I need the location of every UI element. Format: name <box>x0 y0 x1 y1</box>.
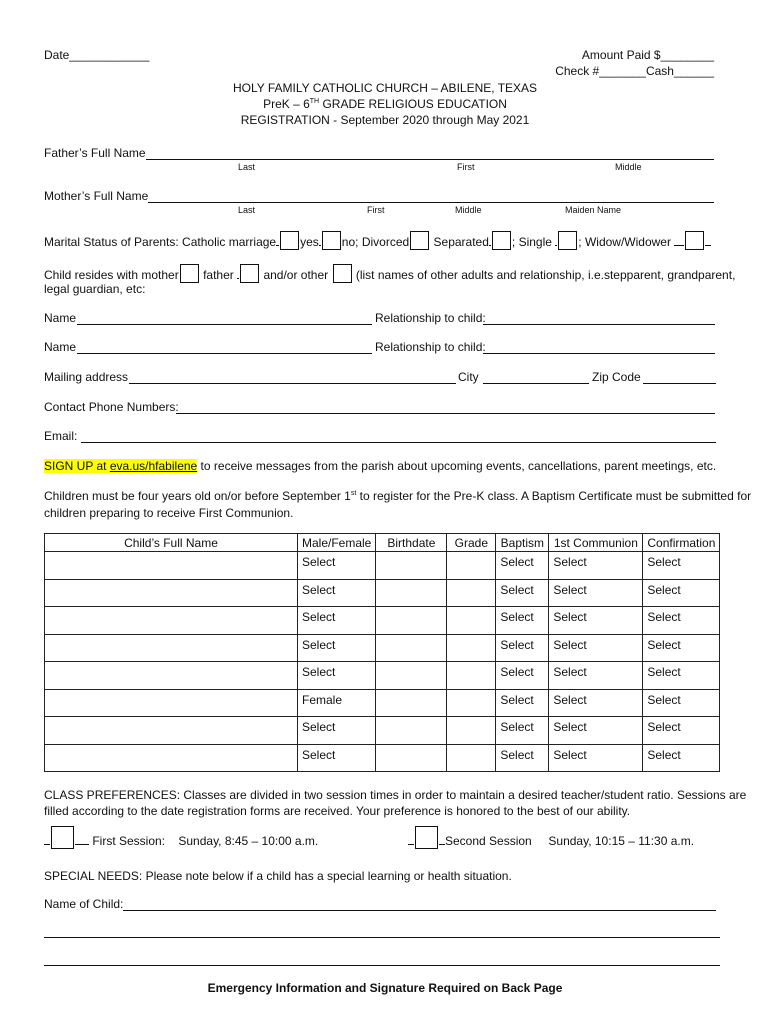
header-confirmation: Confirmation <box>643 534 720 552</box>
signup-text: SIGN UP at eva.us/hfabilene to receive messages from the parish about upcoming events, cancellations, parent meetings, etc. <box>44 459 717 473</box>
confirmation-select-value: Select <box>647 610 681 624</box>
relationship-label-1: Relationship to child: <box>375 311 486 325</box>
confirmation-select[interactable] <box>643 744 720 772</box>
father-middle-caption: Middle <box>615 162 642 172</box>
confirmation-select-value: Select <box>647 637 681 652</box>
no-divorced-label: no; Divorced <box>341 235 410 249</box>
relationship-input-1[interactable] <box>483 324 715 325</box>
other-adult-name-input-1[interactable] <box>77 324 372 325</box>
communion-select-value: Select <box>553 610 587 624</box>
grade-cell[interactable] <box>447 579 496 607</box>
baptism-select[interactable] <box>496 634 549 662</box>
communion-select[interactable] <box>549 689 643 717</box>
age-notice-line-1: Children must be four years old on/or before September 1st to register for the Pre-K class. A Baptism Certificate must be submitted for <box>44 489 752 503</box>
table-row <box>45 717 720 745</box>
confirmation-select-value: Select <box>647 747 681 762</box>
confirmation-select[interactable] <box>643 662 720 690</box>
table-row <box>45 579 720 607</box>
special-needs-label: SPECIAL NEEDS: Please note below if a child has a special learning or health situation. <box>44 869 512 883</box>
birthdate-cell[interactable] <box>376 689 447 717</box>
class-pref-line-1: CLASS PREFERENCES: Classes are divided in two session times in order to maintain a desired teacher/student ratio. Sessions are <box>44 788 747 802</box>
table-row <box>45 662 720 690</box>
gender-select[interactable] <box>298 662 376 690</box>
baptism-select[interactable] <box>496 662 549 690</box>
special-needs-child-input[interactable] <box>123 910 716 911</box>
grade-cell[interactable] <box>447 634 496 662</box>
gender-select-value: Select <box>302 637 336 652</box>
age-notice-line-2: children preparing to receive First Communion. <box>44 506 294 520</box>
confirmation-select[interactable] <box>643 717 720 745</box>
father-first-caption: First <box>457 162 475 172</box>
mother-maiden-caption: Maiden Name <box>565 205 622 215</box>
checkbox-second-session[interactable] <box>415 826 438 849</box>
amount-paid-field[interactable]: Amount Paid $________ <box>581 48 714 62</box>
father-name-label: Father’s Full Name <box>44 146 146 160</box>
table-row <box>45 607 720 635</box>
checkbox-divorced[interactable] <box>410 231 429 250</box>
checkbox-separated[interactable] <box>492 231 511 250</box>
baptism-select[interactable] <box>496 579 549 607</box>
mailing-address-label: Mailing address <box>44 370 129 384</box>
second-session-time: Sunday, 10:15 – 11:30 a.m. <box>548 834 695 848</box>
baptism-select-value: Select <box>500 610 534 624</box>
confirmation-select[interactable] <box>643 607 720 635</box>
baptism-select-value: Select <box>500 637 534 652</box>
communion-select[interactable] <box>549 662 643 690</box>
checkbox-father[interactable] <box>240 264 259 283</box>
checkbox-mother[interactable] <box>180 264 199 283</box>
baptism-select[interactable] <box>496 607 549 635</box>
baptism-select-value: Select <box>500 747 534 762</box>
baptism-select[interactable] <box>496 717 549 745</box>
communion-select-value: Select <box>553 747 587 762</box>
header-gender: Male/Female <box>298 534 376 552</box>
checkbox-no[interactable] <box>322 231 341 250</box>
baptism-select-value: Select <box>500 555 534 569</box>
separated-label: Separated <box>433 235 489 249</box>
gender-select-value: Select <box>302 555 336 569</box>
phone-label: Contact Phone Numbers: <box>44 400 179 414</box>
gender-select[interactable] <box>298 607 376 635</box>
title-line-2: PreK – 6TH GRADE RELIGIOUS EDUCATION <box>263 97 507 111</box>
birthdate-cell[interactable] <box>376 717 447 745</box>
baptism-select[interactable] <box>496 552 549 580</box>
confirmation-select[interactable] <box>643 689 720 717</box>
signup-link[interactable]: eva.us/hfabilene <box>109 459 198 473</box>
table-row <box>45 552 720 580</box>
first-session-time: Sunday, 8:45 – 10:00 a.m. <box>178 834 319 848</box>
communion-select[interactable] <box>549 717 643 745</box>
resides-list-label: (list names of other adults and relationship, i.e.stepparent, grandparent, <box>355 268 736 282</box>
confirmation-select[interactable] <box>643 634 720 662</box>
communion-select-value: Select <box>553 555 587 569</box>
communion-select[interactable] <box>549 607 643 635</box>
communion-select[interactable] <box>549 634 643 662</box>
checkbox-first-session[interactable] <box>51 826 74 849</box>
gender-select[interactable] <box>298 552 376 580</box>
gender-select-value: Female <box>302 692 343 707</box>
child-name-cell[interactable] <box>45 552 298 580</box>
city-input[interactable] <box>483 383 589 384</box>
gender-select-value: Select <box>302 665 336 679</box>
city-label: City <box>458 370 479 384</box>
baptism-select-value: Select <box>500 665 534 679</box>
resides-label: Child resides with mother <box>44 268 179 282</box>
child-name-cell[interactable] <box>45 689 298 717</box>
single-label: ; Single <box>511 235 552 249</box>
resides-row <box>44 264 735 283</box>
grade-cell[interactable] <box>447 717 496 745</box>
first-session-row <box>44 826 318 849</box>
father-option-label: father <box>203 268 234 282</box>
gender-select[interactable] <box>298 579 376 607</box>
child-name-cell[interactable] <box>45 607 298 635</box>
child-name-cell[interactable] <box>45 717 298 745</box>
gender-select[interactable] <box>298 744 376 772</box>
children-table <box>44 533 720 772</box>
communion-select[interactable] <box>549 744 643 772</box>
gender-select[interactable] <box>298 689 376 717</box>
baptism-select-value: Select <box>500 720 534 734</box>
communion-select-value: Select <box>553 720 587 734</box>
yes-label: yes <box>300 235 319 249</box>
header-child-name: Child’s Full Name <box>45 534 298 552</box>
mother-name-label: Mother’s Full Name <box>44 189 149 203</box>
marital-status-row <box>44 231 711 250</box>
confirmation-select-value: Select <box>647 555 681 569</box>
gender-select[interactable] <box>298 717 376 745</box>
email-label: Email: <box>44 429 78 443</box>
header-baptism: Baptism <box>496 534 549 552</box>
mother-last-caption: Last <box>238 205 256 215</box>
grade-cell[interactable] <box>447 689 496 717</box>
mother-middle-caption: Middle <box>455 205 482 215</box>
birthdate-cell[interactable] <box>376 744 447 772</box>
grade-cell[interactable] <box>447 744 496 772</box>
widow-label: ; Widow/Widower <box>578 235 671 249</box>
gender-select-value: Select <box>302 582 336 597</box>
communion-select-value: Select <box>553 665 587 679</box>
table-row <box>45 634 720 662</box>
other-option-label: and/or other <box>263 268 329 282</box>
gender-select-value: Select <box>302 720 336 734</box>
special-needs-line-3[interactable] <box>44 965 720 966</box>
zip-label: Zip Code <box>592 370 641 384</box>
header-grade: Grade <box>447 534 496 552</box>
date-field[interactable]: Date____________ <box>44 48 150 62</box>
confirmation-select-value: Select <box>647 582 681 597</box>
child-name-cell[interactable] <box>45 662 298 690</box>
baptism-select-value: Select <box>500 582 534 597</box>
resides-list-label-2: legal guardian, etc: <box>44 282 146 296</box>
birthdate-cell[interactable] <box>376 634 447 662</box>
gender-select[interactable] <box>298 634 376 662</box>
birthdate-cell[interactable] <box>376 607 447 635</box>
title-line-1: HOLY FAMILY CATHOLIC CHURCH – ABILENE, TEXAS <box>232 81 538 95</box>
child-name-cell[interactable] <box>45 579 298 607</box>
special-needs-line-2[interactable] <box>44 937 720 938</box>
baptism-select[interactable] <box>496 744 549 772</box>
child-name-cell[interactable] <box>45 744 298 772</box>
baptism-select-value: Select <box>500 692 534 707</box>
father-name-input[interactable] <box>146 159 714 160</box>
table-row <box>45 744 720 772</box>
table-header-row <box>45 534 720 552</box>
header-communion: 1st Communion <box>549 534 643 552</box>
communion-select[interactable] <box>549 579 643 607</box>
gender-select-value: Select <box>302 747 336 762</box>
grade-cell[interactable] <box>447 662 496 690</box>
relationship-input-2[interactable] <box>483 353 715 354</box>
communion-select-value: Select <box>553 637 587 652</box>
header-birthdate: Birthdate <box>376 534 447 552</box>
confirmation-select[interactable] <box>643 552 720 580</box>
communion-select[interactable] <box>549 552 643 580</box>
birthdate-cell[interactable] <box>376 552 447 580</box>
birthdate-cell[interactable] <box>376 662 447 690</box>
email-input[interactable] <box>81 442 716 443</box>
marital-label: Marital Status of Parents: Catholic marriage <box>44 235 277 249</box>
mother-name-input[interactable] <box>148 202 714 203</box>
first-session-label: First Session: <box>92 834 166 848</box>
checkbox-other[interactable] <box>333 264 352 283</box>
communion-select-value: Select <box>553 582 587 597</box>
other-adult-name-input-2[interactable] <box>77 353 372 354</box>
name-of-child-label: Name of Child: <box>44 897 124 911</box>
checkbox-yes[interactable] <box>280 231 299 250</box>
checkbox-widow[interactable] <box>685 231 704 250</box>
table-row <box>45 689 720 717</box>
father-last-caption: Last <box>238 162 256 172</box>
confirmation-select-value: Select <box>647 720 681 734</box>
confirmation-select[interactable] <box>643 579 720 607</box>
baptism-select[interactable] <box>496 689 549 717</box>
checkbox-single[interactable] <box>558 231 577 250</box>
mother-first-caption: First <box>367 205 385 215</box>
grade-cell[interactable] <box>447 607 496 635</box>
class-pref-line-2: filled according to the date registration forms are received. Your preference is honored to the best of our ability. <box>44 804 631 818</box>
check-cash-field[interactable]: Check #_______Cash______ <box>555 64 714 78</box>
confirmation-select-value: Select <box>647 692 681 707</box>
relationship-label-2: Relationship to child: <box>375 340 486 354</box>
other-adult-name-label-1: Name <box>44 311 77 325</box>
title-line-3: REGISTRATION - September 2020 through May 2021 <box>240 113 530 127</box>
child-name-cell[interactable] <box>45 634 298 662</box>
communion-select-value: Select <box>553 692 587 707</box>
gender-select-value: Select <box>302 610 336 624</box>
zip-input[interactable] <box>643 383 716 384</box>
phone-input[interactable] <box>176 413 715 414</box>
second-session-row <box>408 826 694 849</box>
second-session-label: Second Session <box>445 834 532 848</box>
mailing-address-input[interactable] <box>129 383 456 384</box>
birthdate-cell[interactable] <box>376 579 447 607</box>
grade-cell[interactable] <box>447 552 496 580</box>
footer-note: Emergency Information and Signature Required on Back Page <box>207 981 563 995</box>
confirmation-select-value: Select <box>647 665 681 679</box>
other-adult-name-label-2: Name <box>44 340 77 354</box>
